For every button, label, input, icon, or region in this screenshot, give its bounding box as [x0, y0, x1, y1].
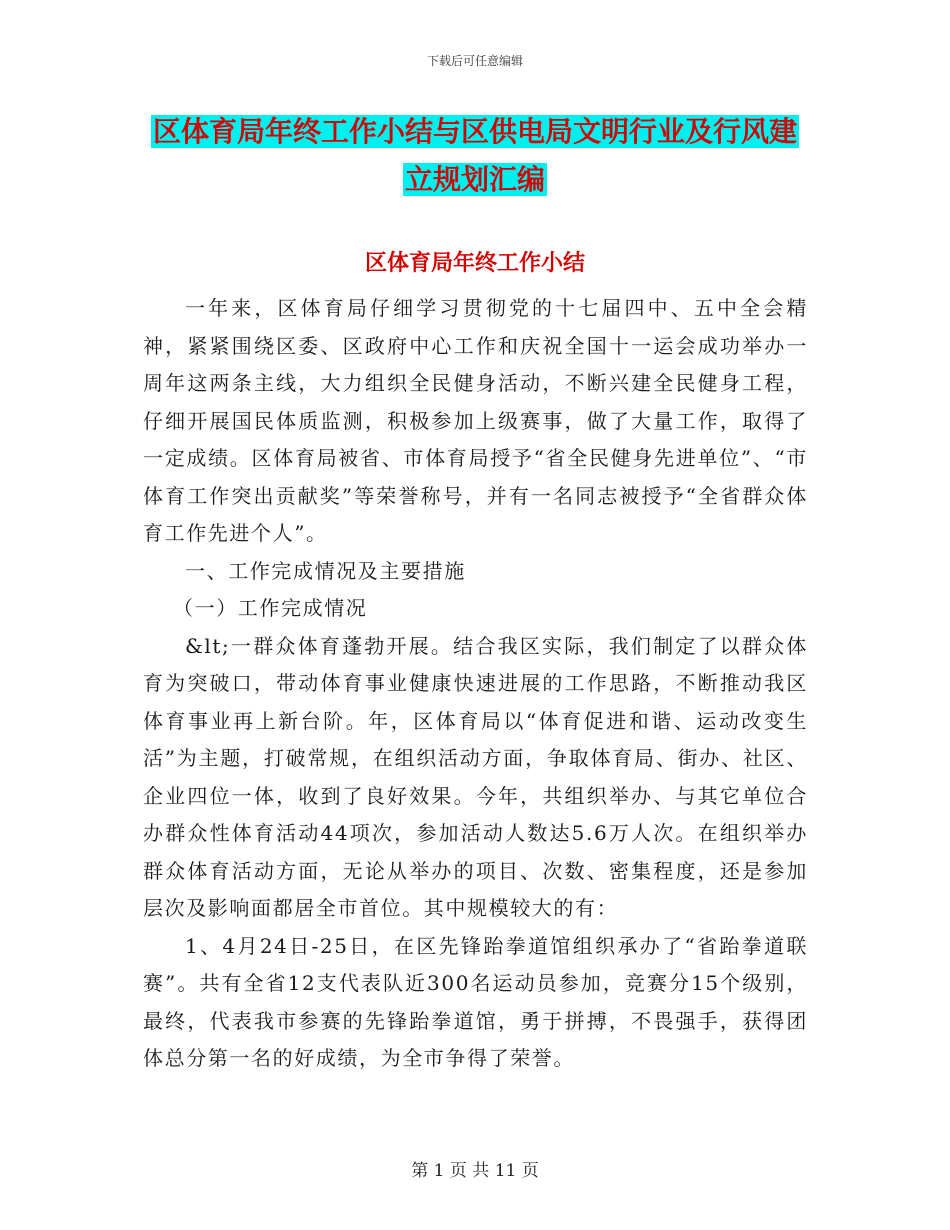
page-header-note: 下载后可任意编辑	[426, 54, 523, 68]
page-number-footer: 第 1 页 共 11 页	[411, 1161, 539, 1181]
body-text	[143, 290, 808, 1078]
document-title-line-1: 区体育局年终工作小结与区供电局文明行业及行风建	[152, 115, 797, 148]
document-title	[0, 108, 950, 204]
heading-part-one: 一、工作完成情况及主要措施	[185, 558, 466, 583]
paragraph-mass-sports: &lt;一群众体育蓬勃开展。结合我区实际，我们制定了以群众体育为突破口，带动体育事业健康快速进展的工作思路，不断推动我区体育事业再上新台阶。年，区体育局以“体育促进和谐、运动改变生活”为主题，打破常规，在组织活动方面，争取体育局、街办、社区、企业四位一体，收到了良好效果。今年，共组织举办、与其它单位合办群众性体育活动44项次，参加活动人数达5.6万人次。在组织举办群众体育活动方面，无论从举办的项目、次数、密集程度，还是参加层次及影响面都居全市首位。其中规模较大的有：	[143, 633, 808, 920]
subheading-completion: （一）工作完成情况	[173, 596, 368, 620]
paragraph-taekwondo: 1、4月24日-25日，在区先锋跆拳道馆组织承办了“省跆拳道联赛”。共有全省12支代表队近300名运动员参加，竞赛分15个级别，最终，代表我市参赛的先锋跆拳道馆，勇于拼搏，不畏强手，获得团体总分第一名的好成绩，为全市争得了荣誉。	[143, 933, 808, 1070]
section-title: 区体育局年终工作小结	[364, 251, 585, 276]
document-title-line-2: 立规划汇编	[404, 163, 545, 196]
paragraph-intro: 一年来，区体育局仔细学习贯彻党的十七届四中、五中全会精神，紧紧围绕区委、区政府中心工作和庆祝全国十一运会成功举办一周年这两条主线，大力组织全民健身活动，不断兴建全民健身工程，仔细开展国民体质监测，积极参加上级赛事，做了大量工作，取得了一定成绩。区体育局被省、市体育局授予“省全民健身先进单位”、“市体育工作突出贡献奖”等荣誉称号，并有一名同志被授予“全省群众体育工作先进个人”。	[143, 296, 808, 545]
